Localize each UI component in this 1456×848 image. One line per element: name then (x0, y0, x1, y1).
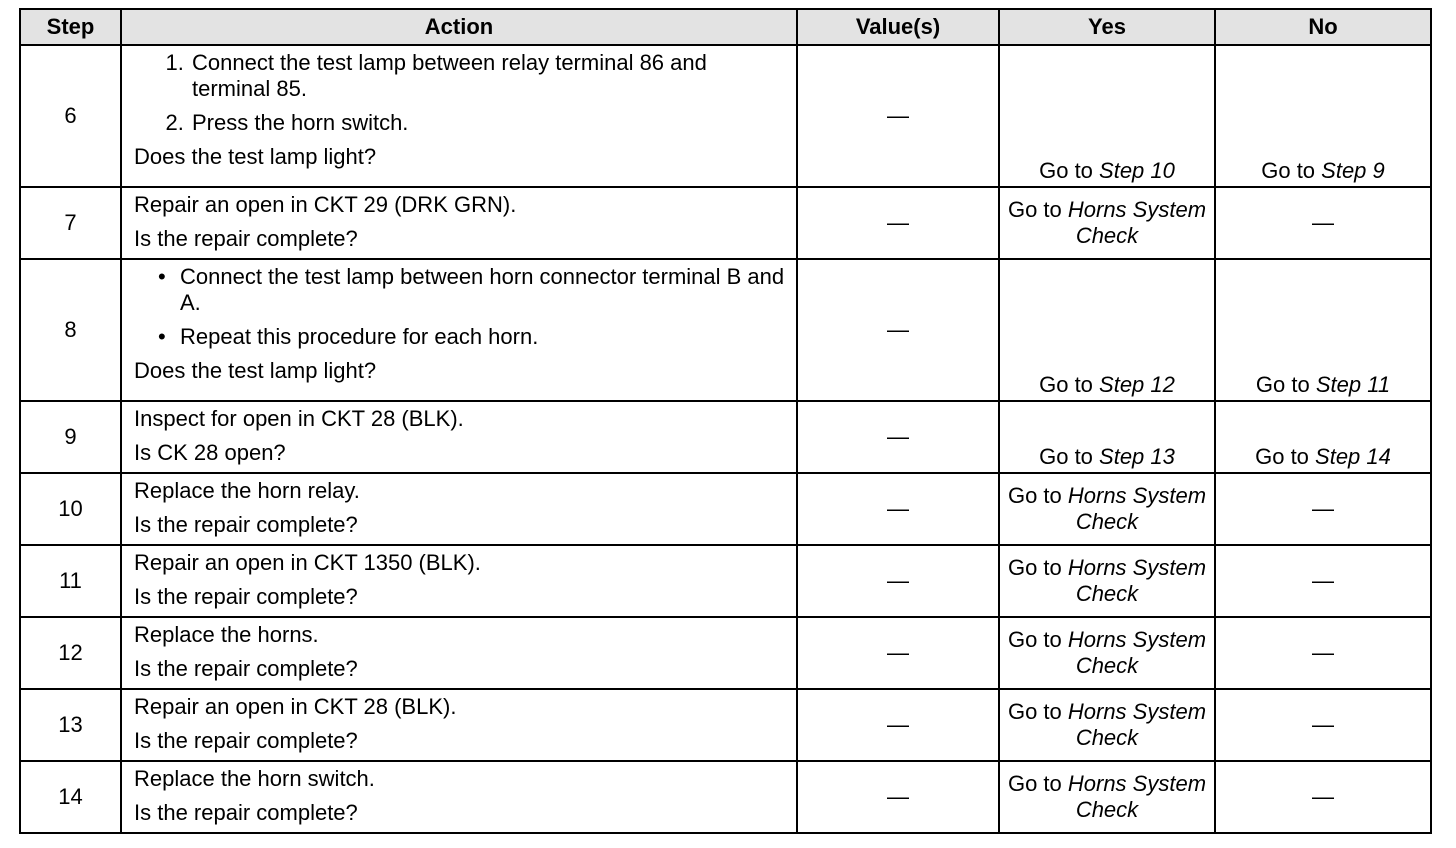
action-question: Is the repair complete? (134, 656, 358, 681)
step-number: 11 (20, 545, 121, 617)
yes-goto-prefix: Go to (1007, 197, 1068, 222)
no-cell (1215, 401, 1431, 473)
table-row (20, 617, 1431, 689)
action-instruction: Inspect for open in CKT 28 (BLK). (134, 406, 464, 431)
no-cell (1215, 761, 1431, 833)
yes-goto-target: Horns System Check (1067, 555, 1207, 606)
action-instruction: Repair an open in CKT 29 (DRK GRN). (134, 192, 517, 217)
no-cell (1215, 689, 1431, 761)
action-question: Is CK 28 open? (134, 440, 286, 465)
yes-cell (999, 545, 1215, 617)
action-cell (121, 45, 797, 187)
action-cell (121, 187, 797, 259)
table-row (20, 761, 1431, 833)
yes-goto-prefix: Go to (1039, 444, 1100, 469)
action-instruction: Replace the horns. (134, 622, 319, 647)
table-row (20, 187, 1431, 259)
yes-cell (999, 473, 1215, 545)
yes-goto-target: Horns System Check (1067, 483, 1207, 534)
yes-goto-prefix: Go to (1007, 627, 1068, 652)
action-cell (121, 689, 797, 761)
yes-goto-prefix: Go to (1007, 699, 1068, 724)
action-question: Is the repair complete? (134, 728, 358, 753)
action-question: Is the repair complete? (134, 512, 358, 537)
table-row (20, 45, 1431, 187)
action-cell (121, 545, 797, 617)
yes-goto-target: Horns System Check (1067, 699, 1207, 750)
action-question: Is the repair complete? (134, 226, 358, 251)
action-instruction: Replace the horn switch. (134, 766, 375, 791)
no-cell (1215, 473, 1431, 545)
diagnostic-table (19, 8, 1432, 834)
table-row (20, 473, 1431, 545)
action-cell (121, 761, 797, 833)
table-row (20, 545, 1431, 617)
no-cell (1215, 259, 1431, 401)
header-step: Step (20, 9, 121, 45)
table-header-row (20, 9, 1431, 45)
no-goto-prefix: Go to (1255, 372, 1316, 397)
list-item: 2. Press the horn switch. (190, 110, 786, 136)
yes-cell (999, 259, 1215, 401)
value-cell: — (797, 45, 999, 187)
yes-cell (999, 45, 1215, 187)
yes-goto-prefix: Go to (1007, 555, 1068, 580)
header-yes: Yes (999, 9, 1215, 45)
no-goto-target: Step 11 (1315, 372, 1391, 397)
yes-goto-target: Step 10 (1099, 158, 1175, 183)
no-dash: — (1312, 712, 1334, 737)
yes-cell (999, 689, 1215, 761)
table-body (20, 45, 1431, 833)
action-instruction: Repair an open in CKT 28 (BLK). (134, 694, 457, 719)
yes-goto-prefix: Go to (1039, 372, 1100, 397)
action-cell (121, 259, 797, 401)
header-values: Value(s) (797, 9, 999, 45)
value-cell: — (797, 761, 999, 833)
step-number: 12 (20, 617, 121, 689)
numbered-list (134, 50, 786, 136)
value-cell: — (797, 689, 999, 761)
value-cell: — (797, 187, 999, 259)
action-instruction: Replace the horn relay. (134, 478, 360, 503)
action-instruction: Repair an open in CKT 1350 (BLK). (134, 550, 481, 575)
header-no: No (1215, 9, 1431, 45)
action-question: Does the test lamp light? (134, 144, 377, 169)
yes-goto-prefix: Go to (1007, 771, 1068, 796)
no-dash: — (1312, 568, 1334, 593)
step-number: 10 (20, 473, 121, 545)
value-cell: — (797, 545, 999, 617)
no-goto-target: Step 9 (1321, 158, 1385, 183)
list-item: • Repeat this procedure for each horn. (180, 324, 786, 350)
no-dash: — (1312, 496, 1334, 521)
action-question: Does the test lamp light? (134, 358, 377, 383)
yes-goto-target: Horns System Check (1067, 197, 1207, 248)
step-number: 13 (20, 689, 121, 761)
no-dash: — (1312, 210, 1334, 235)
step-number: 8 (20, 259, 121, 401)
step-number: 6 (20, 45, 121, 187)
yes-cell (999, 187, 1215, 259)
no-cell (1215, 617, 1431, 689)
yes-goto-target: Horns System Check (1067, 627, 1207, 678)
no-cell (1215, 45, 1431, 187)
value-cell: — (797, 473, 999, 545)
action-question: Is the repair complete? (134, 584, 358, 609)
step-number: 9 (20, 401, 121, 473)
yes-cell (999, 401, 1215, 473)
no-cell (1215, 545, 1431, 617)
value-cell: — (797, 401, 999, 473)
table-row (20, 689, 1431, 761)
yes-goto-target: Horns System Check (1067, 771, 1207, 822)
yes-cell (999, 761, 1215, 833)
value-cell: — (797, 617, 999, 689)
table-row (20, 259, 1431, 401)
table-row (20, 401, 1431, 473)
yes-goto-prefix: Go to (1007, 483, 1068, 508)
no-goto-target: Step 14 (1315, 444, 1391, 469)
header-action: Action (121, 9, 797, 45)
no-cell (1215, 187, 1431, 259)
action-cell (121, 617, 797, 689)
value-cell: — (797, 259, 999, 401)
yes-goto-target: Step 12 (1099, 372, 1175, 397)
no-goto-prefix: Go to (1255, 444, 1316, 469)
action-cell (121, 473, 797, 545)
list-item: • Connect the test lamp between horn connector terminal B and A. (180, 264, 786, 316)
bullet-list (134, 264, 786, 350)
no-dash: — (1312, 784, 1334, 809)
list-item: 1. Connect the test lamp between relay terminal 86 and terminal 85. (190, 50, 786, 102)
yes-cell (999, 617, 1215, 689)
yes-goto-target: Step 13 (1099, 444, 1175, 469)
action-question: Is the repair complete? (134, 800, 358, 825)
yes-goto-prefix: Go to (1039, 158, 1100, 183)
step-number: 7 (20, 187, 121, 259)
step-number: 14 (20, 761, 121, 833)
action-cell (121, 401, 797, 473)
no-dash: — (1312, 640, 1334, 665)
no-goto-prefix: Go to (1261, 158, 1322, 183)
